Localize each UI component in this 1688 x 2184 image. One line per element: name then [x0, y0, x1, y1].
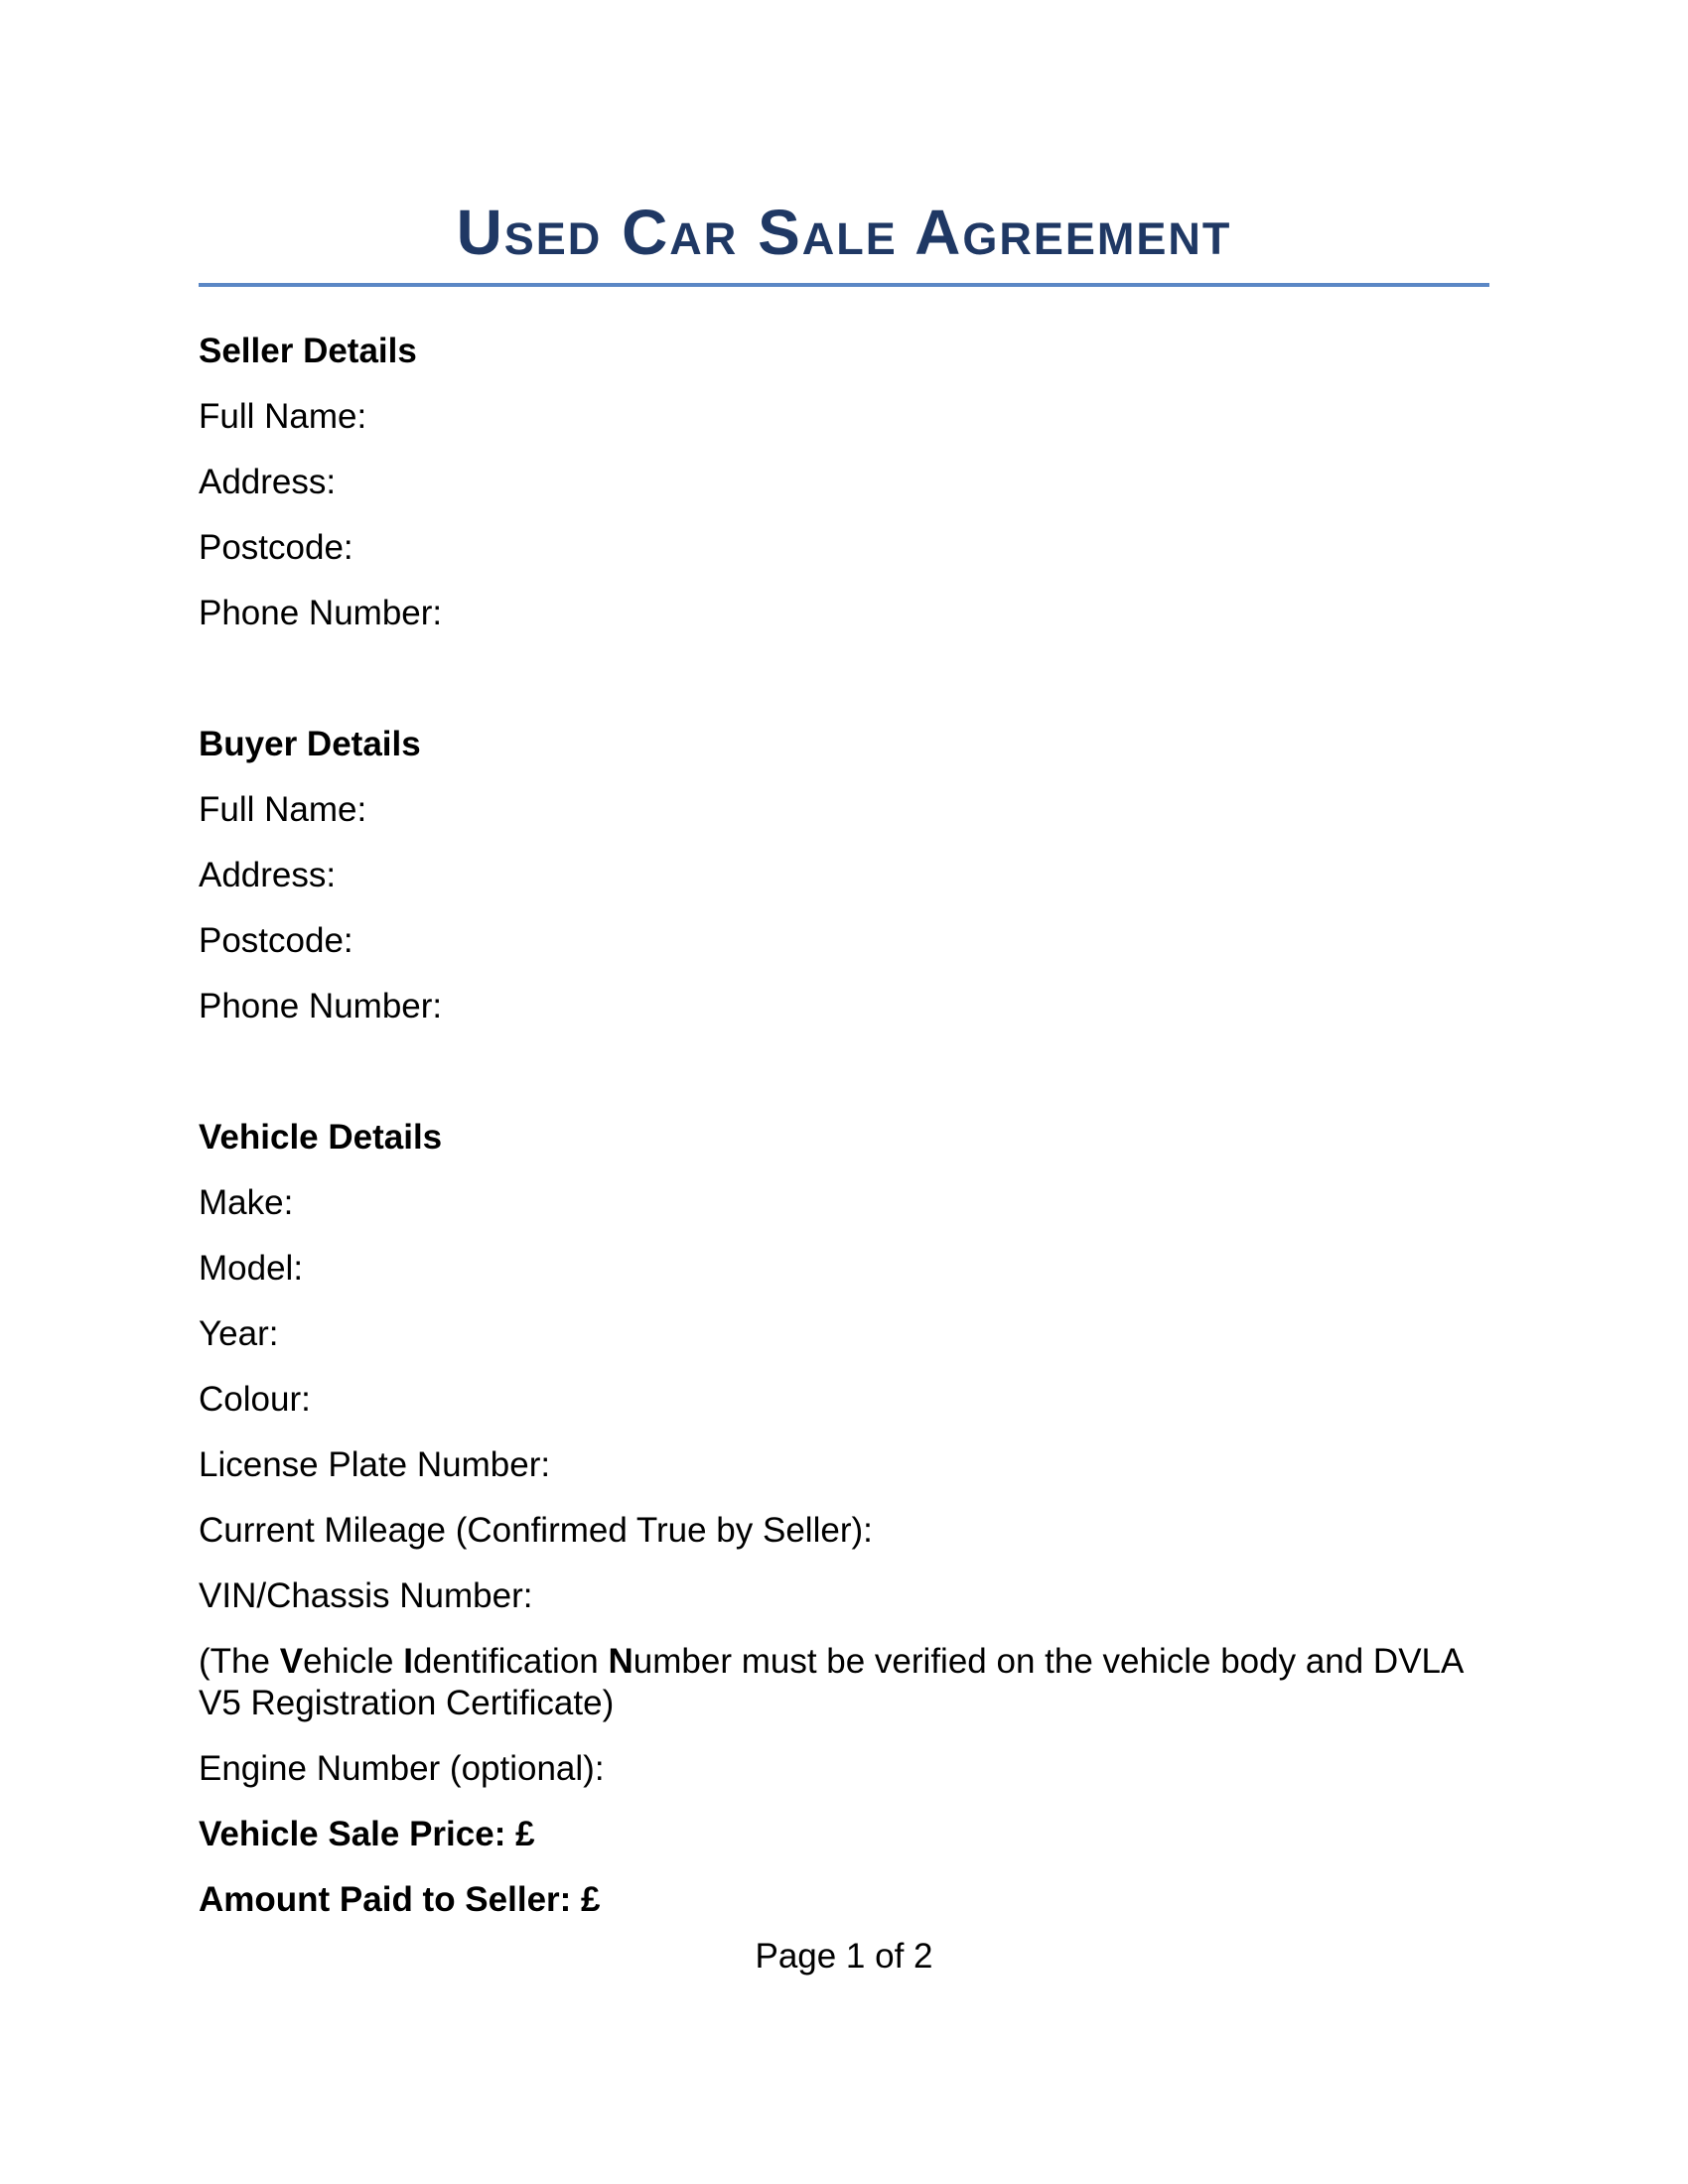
- vehicle-license-plate-label: License Plate Number:: [199, 1445, 551, 1484]
- section-heading-buyer: Buyer Details: [199, 725, 421, 763]
- vehicle-mileage-label: Current Mileage (Confirmed True by Seller):: [199, 1511, 873, 1550]
- vin-note-text: (The: [199, 1642, 280, 1681]
- vin-note-text: umber must be verified on the vehicle body and DVLA V5 Registration Certificate): [199, 1642, 1463, 1722]
- amount-paid-label: Amount Paid to Seller: £: [199, 1880, 601, 1919]
- seller-address-label: Address:: [199, 463, 337, 501]
- vehicle-sale-price-label: Vehicle Sale Price: £: [199, 1815, 535, 1853]
- seller-full-name-label: Full Name:: [199, 397, 367, 436]
- vin-note-bold-i: I: [403, 1642, 413, 1681]
- engine-number-label: Engine Number (optional):: [199, 1749, 605, 1788]
- vehicle-model-label: Model:: [199, 1249, 304, 1288]
- vin-note-bold-v: V: [279, 1642, 304, 1681]
- vin-note-text: ehicle: [303, 1642, 404, 1681]
- section-gap: [199, 1051, 1489, 1117]
- section-gap: [199, 658, 1489, 724]
- page-number: Page 1 of 2: [755, 1937, 933, 1976]
- section-heading-vehicle: Vehicle Details: [199, 1118, 443, 1157]
- buyer-full-name-label: Full Name:: [199, 790, 367, 829]
- vin-note-bold-n: N: [608, 1642, 633, 1681]
- buyer-phone-label: Phone Number:: [199, 987, 443, 1025]
- vehicle-make-label: Make:: [199, 1183, 294, 1222]
- vin-note-text: dentification: [412, 1642, 609, 1681]
- document-title: Used Car Sale Agreement: [199, 196, 1489, 287]
- section-heading-seller: Seller Details: [199, 332, 417, 370]
- vehicle-colour-label: Colour:: [199, 1380, 311, 1419]
- vehicle-year-label: Year:: [199, 1314, 279, 1353]
- buyer-address-label: Address:: [199, 856, 337, 894]
- vin-verification-note: [199, 1641, 1489, 1724]
- vehicle-vin-label: VIN/Chassis Number:: [199, 1576, 533, 1615]
- buyer-postcode-label: Postcode:: [199, 921, 353, 960]
- seller-phone-label: Phone Number:: [199, 594, 443, 632]
- seller-postcode-label: Postcode:: [199, 528, 353, 567]
